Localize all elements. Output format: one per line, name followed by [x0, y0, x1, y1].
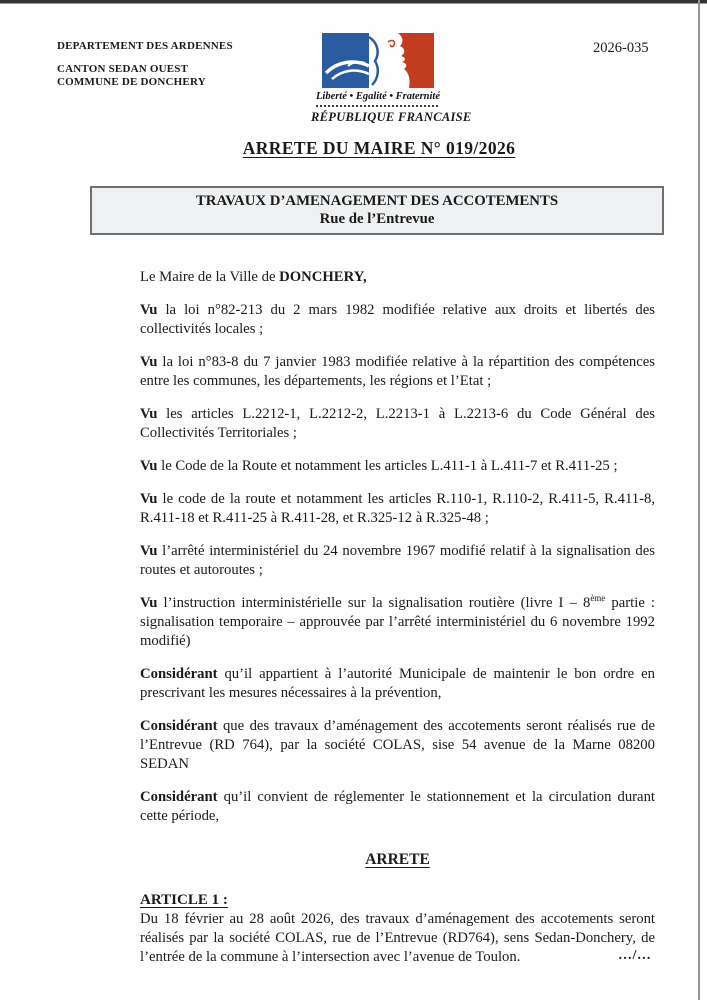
subject-box — [90, 186, 664, 235]
letterhead-department: DEPARTEMENT DES ARDENNES — [57, 40, 233, 52]
recital-paragraph: Vu les articles L.2212-1, L.2212-2, L.2213-1 à L.2213-6 du Code Général des Collectivités Territoriales ; — [140, 406, 655, 441]
ordinal-superscript: ème — [590, 593, 606, 604]
document-body — [140, 268, 655, 967]
logo-motto: Liberté • Egalité • Fraternité — [315, 91, 440, 102]
recital-lead: Vu — [140, 491, 158, 507]
recital-lead: Vu — [140, 354, 158, 370]
recital-paragraph: Vu l’arrêté interministériel du 24 novembre 1967 modifié relatif à la signalisation des routes et autoroutes ; — [140, 543, 655, 578]
article-1-heading: ARTICLE 1 : — [140, 892, 228, 908]
recital-paragraph: Vu le code de la route et notamment les articles R.110-1, R.110-2, R.411-5, R.411-8, R.411-18 et R.411-25 à R.411-28, et R.325-12 à R.325-48 ; — [140, 491, 655, 526]
decree-section-heading: ARRETE — [365, 851, 430, 868]
recital-paragraph: Vu le Code de la Route et notamment les articles L.411-1 à L.411-7 et R.411-25 ; — [140, 458, 618, 474]
recital-lead: Considérant — [140, 718, 218, 734]
recital-lead: Considérant — [140, 789, 218, 805]
recital-lead: Vu — [140, 458, 158, 474]
article-1-text: Du 18 février au 28 août 2026, des travaux d’aménagement des accotements seront réalisés par la société COLAS, rue de l’Entrevue (RD764), sens Sedan-Donchery, de l’entrée de la commune à l’intersection avec l’avenue de Toulon. — [140, 911, 655, 965]
letterhead-commune: COMMUNE DE DONCHERY — [57, 76, 206, 88]
recital-paragraph: Vu la loi n°83-8 du 7 janvier 1983 modifiée relative à la répartition des compétences entre les communes, les départements, les régions et l’Etat ; — [140, 354, 655, 389]
recital-paragraph: Considérant que des travaux d’aménagement des accotements seront réalisés rue de l’Entrevue (RD 764), par la société COLAS, sise 54 avenue de la Marne 08200 SEDAN — [140, 718, 655, 772]
recital-lead: Considérant — [140, 666, 218, 682]
recital-paragraph: Vu la loi n°82-213 du 2 mars 1982 modifiée relative aux droits et libertés des collectivités locales ; — [140, 302, 655, 337]
recital-paragraph: Considérant qu’il appartient à l’autorité Municipale de maintenir le bon ordre en prescrivant les mesures nécessaires à la prévention, — [140, 666, 655, 701]
subject-line1: TRAVAUX D’AMENAGEMENT DES ACCOTEMENTS — [195, 193, 559, 209]
decree-title: ARRETE DU MAIRE N° 019/2026 — [242, 138, 516, 158]
logo-republic-label: RÉPUBLIQUE FRANCAISE — [311, 110, 472, 124]
recital-lead: Vu — [140, 302, 158, 318]
salutation: Le Maire de la Ville de DONCHERY, — [140, 269, 367, 285]
subject-line2: Rue de l’Entrevue — [319, 211, 435, 227]
reference-number: 2026-035 — [593, 40, 649, 56]
continuation-mark: …/… — [618, 948, 652, 963]
recital-paragraph: Considérant qu’il convient de réglementer le stationnement et la circulation durant cette période, — [140, 789, 655, 824]
letterhead-canton: CANTON SEDAN OUEST — [57, 63, 189, 75]
recital-lead: Vu — [140, 595, 158, 611]
recital-paragraph: Vu l’instruction interministérielle sur la signalisation routière (livre I – 8ème partie : signalisation temporaire – approuvée par l’arrêté interministériel du 6 novembre 1992 modifié) — [140, 593, 656, 649]
recital-lead: Vu — [140, 406, 158, 422]
recital-lead: Vu — [140, 543, 158, 559]
